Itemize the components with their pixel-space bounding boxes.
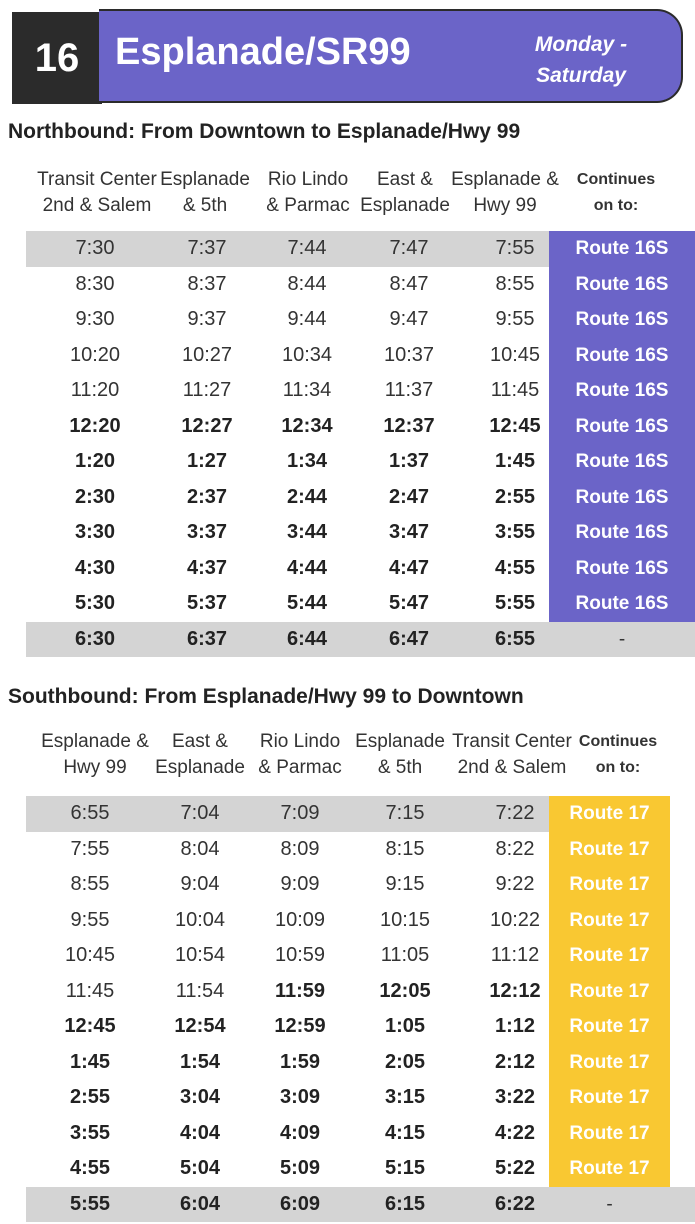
- time-cell: 8:22: [495, 837, 535, 860]
- time-cell: 11:59: [274, 979, 326, 1002]
- time-cell: 3:55: [494, 521, 536, 543]
- table-row: [26, 373, 695, 409]
- time-cell: 2:05: [384, 1050, 426, 1073]
- route-name: Esplanade/SR99: [115, 31, 411, 73]
- time-cell: 4:47: [388, 556, 430, 579]
- time-cell: 8:15: [385, 837, 425, 860]
- time-cell: 7:04: [180, 802, 220, 824]
- time-cell: 6:30: [74, 627, 116, 650]
- continues-cell: Route 17: [569, 1051, 650, 1073]
- continues-cell: Route 16S: [575, 344, 669, 366]
- time-cell: 9:44: [287, 308, 327, 330]
- continues-cell: Route 16S: [575, 238, 669, 259]
- time-cell: 5:22: [494, 1157, 536, 1179]
- continues-cell: Route 17: [569, 1016, 650, 1037]
- southbound-col-header-5: Transit Center 2nd & Salem: [452, 731, 572, 778]
- time-cell: 12:12: [489, 979, 541, 1002]
- time-cell: 4:37: [186, 556, 228, 579]
- time-cell: 6:22: [494, 1192, 536, 1215]
- time-cell: 11:05: [380, 944, 430, 966]
- time-cell: 1:20: [74, 450, 116, 472]
- table-row: [26, 1080, 695, 1116]
- time-cell: 1:05: [384, 1015, 426, 1037]
- time-cell: 3:22: [494, 1086, 536, 1108]
- time-cell: 5:09: [279, 1157, 321, 1179]
- continues-cell: Route 16S: [575, 486, 669, 508]
- table-row: [26, 409, 695, 445]
- time-cell: 3:04: [179, 1086, 221, 1108]
- time-cell: 7:55: [495, 237, 535, 259]
- time-cell: 2:55: [494, 485, 536, 508]
- continues-cell: Route 16S: [575, 557, 669, 579]
- time-cell: 11:12: [490, 944, 540, 966]
- time-cell: 7:09: [280, 802, 320, 824]
- time-cell: 11:27: [182, 379, 232, 401]
- time-cell: 1:59: [279, 1050, 321, 1073]
- time-cell: 10:45: [64, 944, 116, 966]
- time-cell: 10:37: [383, 343, 435, 366]
- time-cell: 1:27: [186, 450, 228, 472]
- time-cell: 12:54: [174, 1015, 226, 1037]
- continues-cell: Route 16S: [575, 309, 669, 330]
- time-cell: 10:15: [379, 908, 431, 931]
- southbound-col-header-3: Rio Lindo & Parmac: [258, 731, 342, 778]
- northbound-col-header-3: Rio Lindo & Parmac: [266, 169, 350, 216]
- table-row: [26, 622, 695, 658]
- time-cell: 10:27: [181, 343, 233, 366]
- table-row: [26, 938, 695, 974]
- time-cell: 9:30: [75, 308, 115, 330]
- time-cell: 2:12: [494, 1050, 536, 1073]
- continues-cell: Route 16S: [575, 451, 669, 472]
- southbound-title: Southbound: From Esplanade/Hwy 99 to Downtown: [8, 685, 524, 708]
- table-row: [26, 974, 695, 1010]
- time-cell: 1:12: [494, 1015, 536, 1037]
- continues-cell: -: [606, 1193, 613, 1215]
- time-cell: 4:44: [286, 556, 328, 579]
- time-cell: 12:20: [69, 414, 121, 437]
- time-cell: 11:45: [65, 979, 115, 1002]
- route-title-bar: [99, 9, 683, 103]
- time-cell: 12:37: [383, 414, 435, 437]
- time-cell: 2:30: [74, 485, 116, 508]
- northbound-col-header-2: Esplanade & 5th: [160, 169, 250, 216]
- continues-cell: Route 16S: [575, 380, 669, 401]
- table-row: [26, 796, 650, 832]
- time-cell: 8:55: [495, 272, 535, 295]
- time-cell: 5:15: [384, 1157, 426, 1179]
- time-cell: 8:44: [287, 272, 327, 295]
- continues-cell: Route 16S: [575, 273, 669, 295]
- time-cell: 6:04: [179, 1192, 221, 1215]
- time-cell: 11:54: [175, 979, 225, 1002]
- time-cell: 6:55: [70, 802, 110, 824]
- time-cell: 10:22: [489, 908, 541, 931]
- continues-cell: Route 16S: [575, 593, 669, 614]
- table-row: [26, 267, 695, 303]
- continues-cell: Route 17: [569, 1122, 650, 1144]
- time-cell: 12:45: [64, 1015, 116, 1037]
- time-cell: 10:04: [174, 908, 226, 931]
- time-cell: 3:47: [388, 521, 430, 543]
- time-cell: 8:55: [70, 873, 110, 895]
- time-cell: 10:20: [69, 343, 121, 366]
- time-cell: 9:04: [180, 873, 220, 895]
- time-cell: 9:55: [495, 308, 535, 330]
- continues-cell: Route 17: [569, 909, 650, 931]
- continues-cell: Route 17: [569, 1158, 650, 1179]
- table-row: [26, 1187, 695, 1223]
- time-cell: 9:47: [389, 308, 429, 330]
- continues-cell: Route 16S: [575, 522, 669, 543]
- time-cell: 7:30: [75, 237, 115, 259]
- table-row: [26, 867, 695, 903]
- time-cell: 11:20: [70, 379, 120, 401]
- time-cell: 6:09: [279, 1192, 321, 1215]
- time-cell: 5:47: [388, 592, 430, 614]
- northbound-col-header-1: Transit Center 2nd & Salem: [37, 169, 157, 216]
- continues-cell: Route 17: [569, 980, 650, 1002]
- time-cell: 5:37: [186, 592, 228, 614]
- northbound-col-header-4: East & Esplanade: [360, 169, 450, 216]
- table-row: [26, 1116, 695, 1152]
- time-cell: 10:34: [281, 343, 333, 366]
- table-row: [26, 1009, 695, 1045]
- table-row: [26, 444, 695, 480]
- time-cell: 8:30: [75, 272, 115, 295]
- continues-cell: Route 17: [569, 874, 650, 895]
- time-cell: 10:59: [274, 944, 326, 966]
- time-cell: 4:55: [494, 556, 536, 579]
- southbound-col-header-4: Esplanade & 5th: [355, 731, 445, 778]
- southbound-continues-header: Continues on to:: [578, 733, 658, 776]
- northbound-col-header-5: Esplanade & Hwy 99: [451, 169, 559, 216]
- time-cell: 1:45: [494, 450, 536, 472]
- table-row: [26, 903, 695, 939]
- table-row: [26, 480, 695, 516]
- time-cell: 3:09: [279, 1086, 321, 1108]
- continues-cell: Route 17: [569, 945, 650, 966]
- time-cell: 4:04: [179, 1121, 221, 1144]
- time-cell: 10:09: [274, 908, 326, 931]
- continues-cell: Route 17: [569, 803, 650, 824]
- time-cell: 7:47: [389, 237, 429, 259]
- table-row: [26, 551, 695, 587]
- table-row: [26, 302, 695, 338]
- time-cell: 10:45: [489, 343, 541, 366]
- table-row: [26, 231, 669, 267]
- time-cell: 5:55: [69, 1192, 111, 1215]
- time-cell: 4:22: [494, 1121, 536, 1144]
- time-cell: 3:44: [286, 521, 328, 543]
- time-cell: 1:45: [69, 1050, 111, 1073]
- time-cell: 11:37: [384, 379, 434, 401]
- northbound-title: Northbound: From Downtown to Esplanade/Hwy 99: [8, 120, 521, 143]
- continues-cell: Route 17: [569, 1087, 650, 1108]
- time-cell: 10:54: [174, 944, 226, 966]
- time-cell: 9:09: [280, 873, 320, 895]
- time-cell: 11:45: [490, 379, 540, 401]
- time-cell: 5:44: [286, 592, 328, 614]
- time-cell: 8:37: [187, 272, 227, 295]
- time-cell: 8:47: [389, 272, 429, 295]
- table-row: [26, 586, 695, 622]
- time-cell: 1:37: [388, 450, 430, 472]
- time-cell: 12:34: [281, 414, 333, 437]
- time-cell: 9:55: [70, 908, 110, 931]
- time-cell: 5:55: [494, 592, 536, 614]
- time-cell: 6:47: [388, 627, 430, 650]
- route-number: 16: [12, 12, 102, 104]
- time-cell: 12:59: [274, 1015, 326, 1037]
- table-row: [26, 1151, 695, 1187]
- time-cell: 7:15: [385, 802, 425, 824]
- time-cell: 6:37: [186, 627, 228, 650]
- time-cell: 5:30: [74, 592, 116, 614]
- time-cell: 1:54: [179, 1050, 221, 1073]
- time-cell: 7:22: [495, 802, 535, 824]
- table-row: [26, 832, 695, 868]
- time-cell: 2:37: [186, 485, 228, 508]
- time-cell: 3:37: [186, 521, 228, 543]
- time-cell: 11:34: [282, 379, 332, 401]
- route-header: [0, 0, 695, 108]
- time-cell: 4:55: [69, 1157, 111, 1179]
- southbound-col-header-2: East & Esplanade: [155, 731, 245, 778]
- time-cell: 12:45: [489, 414, 541, 437]
- time-cell: 3:30: [74, 521, 116, 543]
- time-cell: 2:55: [69, 1086, 111, 1108]
- time-cell: 7:37: [187, 237, 227, 259]
- continues-cell: Route 17: [569, 838, 650, 860]
- time-cell: 6:44: [286, 627, 328, 650]
- continues-cell: -: [618, 628, 626, 650]
- table-row: [26, 338, 695, 374]
- time-cell: 8:09: [280, 837, 320, 860]
- time-cell: 3:15: [384, 1086, 426, 1108]
- time-cell: 9:15: [385, 873, 425, 895]
- time-cell: 6:15: [384, 1192, 426, 1215]
- time-cell: 4:09: [279, 1121, 321, 1144]
- service-days: Monday - Saturday: [534, 33, 628, 87]
- time-cell: 6:55: [494, 627, 536, 650]
- time-cell: 1:34: [286, 450, 328, 472]
- time-cell: 7:55: [70, 837, 110, 860]
- time-cell: 12:05: [379, 979, 431, 1002]
- time-cell: 2:44: [286, 485, 328, 508]
- time-cell: 4:30: [74, 556, 116, 579]
- time-cell: 12:27: [181, 414, 233, 437]
- time-cell: 4:15: [384, 1121, 426, 1144]
- time-cell: 5:04: [179, 1157, 221, 1179]
- time-cell: 9:37: [187, 308, 227, 330]
- time-cell: 8:04: [180, 837, 220, 860]
- continues-cell: Route 16S: [575, 415, 669, 437]
- time-cell: 3:55: [69, 1121, 111, 1144]
- time-cell: 2:47: [388, 485, 430, 508]
- northbound-continues-header: Continues on to:: [576, 171, 656, 214]
- table-row: [26, 1045, 695, 1081]
- time-cell: 9:22: [495, 873, 535, 895]
- southbound-col-header-1: Esplanade & Hwy 99: [41, 731, 149, 778]
- table-row: [26, 515, 695, 551]
- time-cell: 7:44: [287, 237, 327, 259]
